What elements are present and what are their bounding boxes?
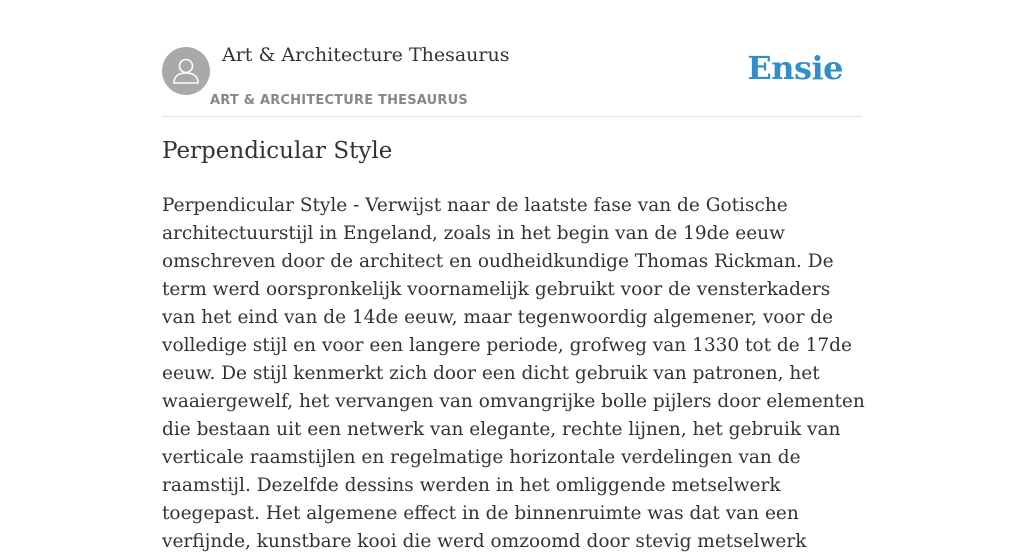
source-label[interactable]: ART & ARCHITECTURE THESAURUS: [210, 93, 468, 108]
user-icon: [162, 47, 210, 95]
article-body: Perpendicular Style - Verwijst naar de laatste fase van de Gotische architectuurstijl in Engeland, zoals in het begin van de 19de eeuw omschreven door de architect en oudheidkundige Thomas Rickman. De term werd oorspronkelijk voornamelijk gebruikt voor de vensterkaders van het eind van de 14de eeuw, maar tegenwoordig algemener, voor de volledige stijl en voor een langere periode, grofweg van 1330 tot de 17de eeuw. De stijl kenmerkt zich door een dicht gebruik van patronen, het waaiergewelf, het vervangen van omvangrijke bolle pijlers door elementen die bestaan uit een netwerk van elegante, rechte lijnen, het gebruik van verticale raamstijlen en regelmatige horizontale verdelingen van de raamstijl. Dezelfde dessins werden in het omliggende metselwerk toegepast. Het algemene effect in de binnenruimte was dat van een verfijnde, kunstbare kooi die werd omzoomd door stevig metselwerk: [162, 195, 865, 552]
avatar[interactable]: [162, 47, 210, 95]
page-title: Perpendicular Style: [162, 138, 393, 164]
header: [162, 0, 862, 117]
brand-logo[interactable]: Ensie: [747, 49, 843, 87]
author-name[interactable]: Art & Architecture Thesaurus: [222, 44, 510, 66]
